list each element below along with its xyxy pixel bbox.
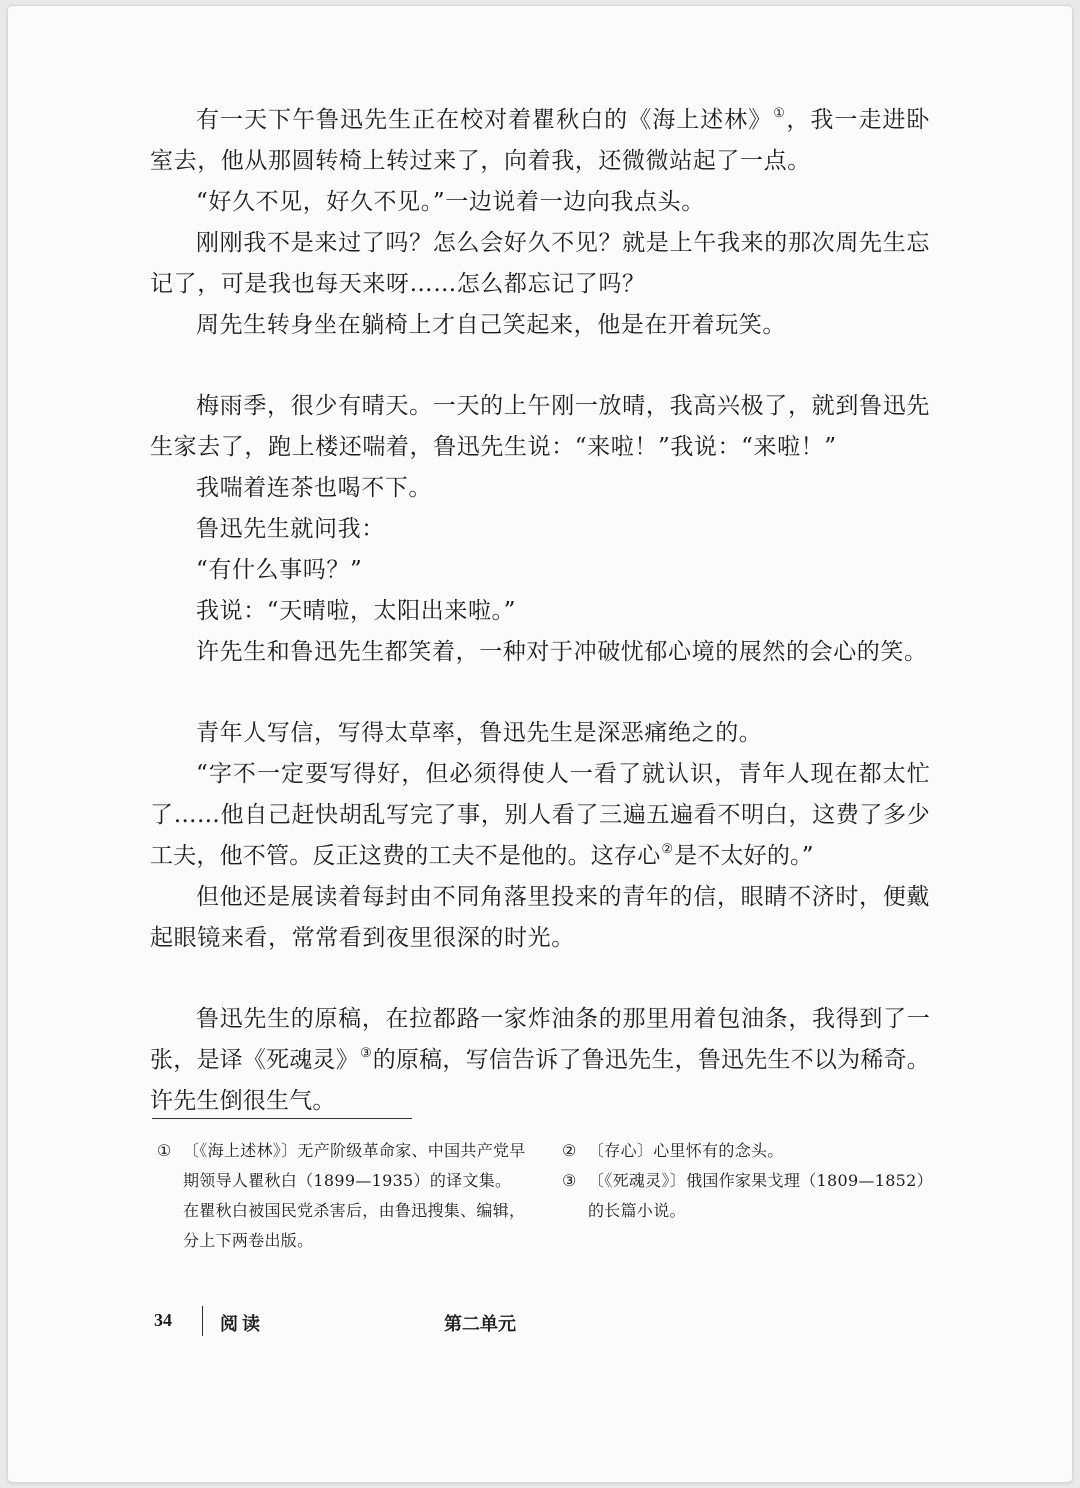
footnote-text: 〔《海上述林》〕无产阶级革命家、中国共产党早期领导人瞿秋白（1899—1935）的译文集。在瞿秋白被国民党杀害后，由鲁迅搜集、编辑，分上下两卷出版。 (183, 1141, 526, 1250)
page-footer (152, 1306, 852, 1340)
paragraph: 青年人写信，写得太草率，鲁迅先生是深恶痛绝之的。 (196, 720, 763, 746)
paragraph: 有一天下午鲁迅先生正在校对着瞿秋白的《海上述林》①，我一走进卧室去，他从那圆转椅上转过来了，向着我，还微微站起了一点。 (150, 106, 930, 174)
footnote-number: ③ (562, 1171, 577, 1190)
footnote-number: ① (157, 1141, 172, 1160)
paragraph: 但他还是展读着每封由不同角落里投来的青年的信，眼睛不济时，便戴起眼镜来看，常常看到夜里很深的时光。 (150, 884, 930, 951)
footnote-marker: ① (773, 106, 786, 121)
paragraph: 许先生和鲁迅先生都笑着，一种对于冲破忧郁心境的展然的会心的笑。 (196, 639, 928, 665)
paragraph: 刚刚我不是来过了吗？怎么会好久不见？就是上午我来的那次周先生忘记了，可是我也每天来呀……怎么都忘记了吗？ (150, 230, 930, 297)
footnote (562, 1166, 942, 1226)
footnotes-left (157, 1136, 527, 1256)
paragraph: 周先生转身坐在躺椅上才自己笑起来，他是在开着玩笑。 (196, 312, 786, 338)
page-number: 34 (154, 1310, 172, 1330)
footnote-marker: ③ (360, 1046, 372, 1061)
footnote-marker: ② (661, 842, 674, 857)
footer-divider (202, 1306, 203, 1336)
footnote (157, 1136, 527, 1256)
paragraph: 我喘着连茶也喝不下。 (196, 475, 432, 501)
section-gap (150, 959, 930, 999)
paragraph: 梅雨季，很少有晴天。一天的上午刚一放晴，我高兴极了，就到鲁迅先生家去了，跑上楼还喘着，鲁迅先生说：“来啦！”我说：“来啦！” (150, 393, 930, 460)
section-label: 阅读 (220, 1314, 264, 1335)
footnote-text: 〔《死魂灵》〕俄国作家果戈理（1809—1852）的长篇小说。 (588, 1171, 933, 1220)
unit-label: 第二单元 (444, 1314, 516, 1335)
paragraph: 鲁迅先生就问我： (196, 516, 385, 542)
paragraph: 我说：“天晴啦，太阳出来啦。” (196, 598, 517, 624)
main-text (150, 100, 930, 1122)
paragraph: “有什么事吗？” (196, 557, 363, 583)
paragraph: “字不一定要写得好，但必须得使人一看了就认识，青年人现在都太忙了……他自己赶快胡乱写完了事，别人看了三遍五遍看不明白，这费了多少工夫，他不管。反正这费的工夫不是他的。这存心②是不太好的。” (150, 761, 930, 869)
footnotes-right (562, 1136, 942, 1226)
section-gap (150, 346, 930, 386)
paragraph: “好久不见，好久不见。”一边说着一边向我点头。 (196, 189, 705, 215)
section-gap (150, 673, 930, 713)
footnote-number: ② (562, 1141, 577, 1160)
footnote-text: 〔存心〕心里怀有的念头。 (588, 1141, 784, 1160)
footnote (562, 1136, 942, 1166)
footnote-rule (152, 1118, 412, 1119)
paragraph: 鲁迅先生的原稿，在拉都路一家炸油条的那里用着包油条，我得到了一张，是译《死魂灵》③的原稿，写信告诉了鲁迅先生，鲁迅先生不以为稀奇。许先生倒很生气。 (150, 1006, 930, 1114)
